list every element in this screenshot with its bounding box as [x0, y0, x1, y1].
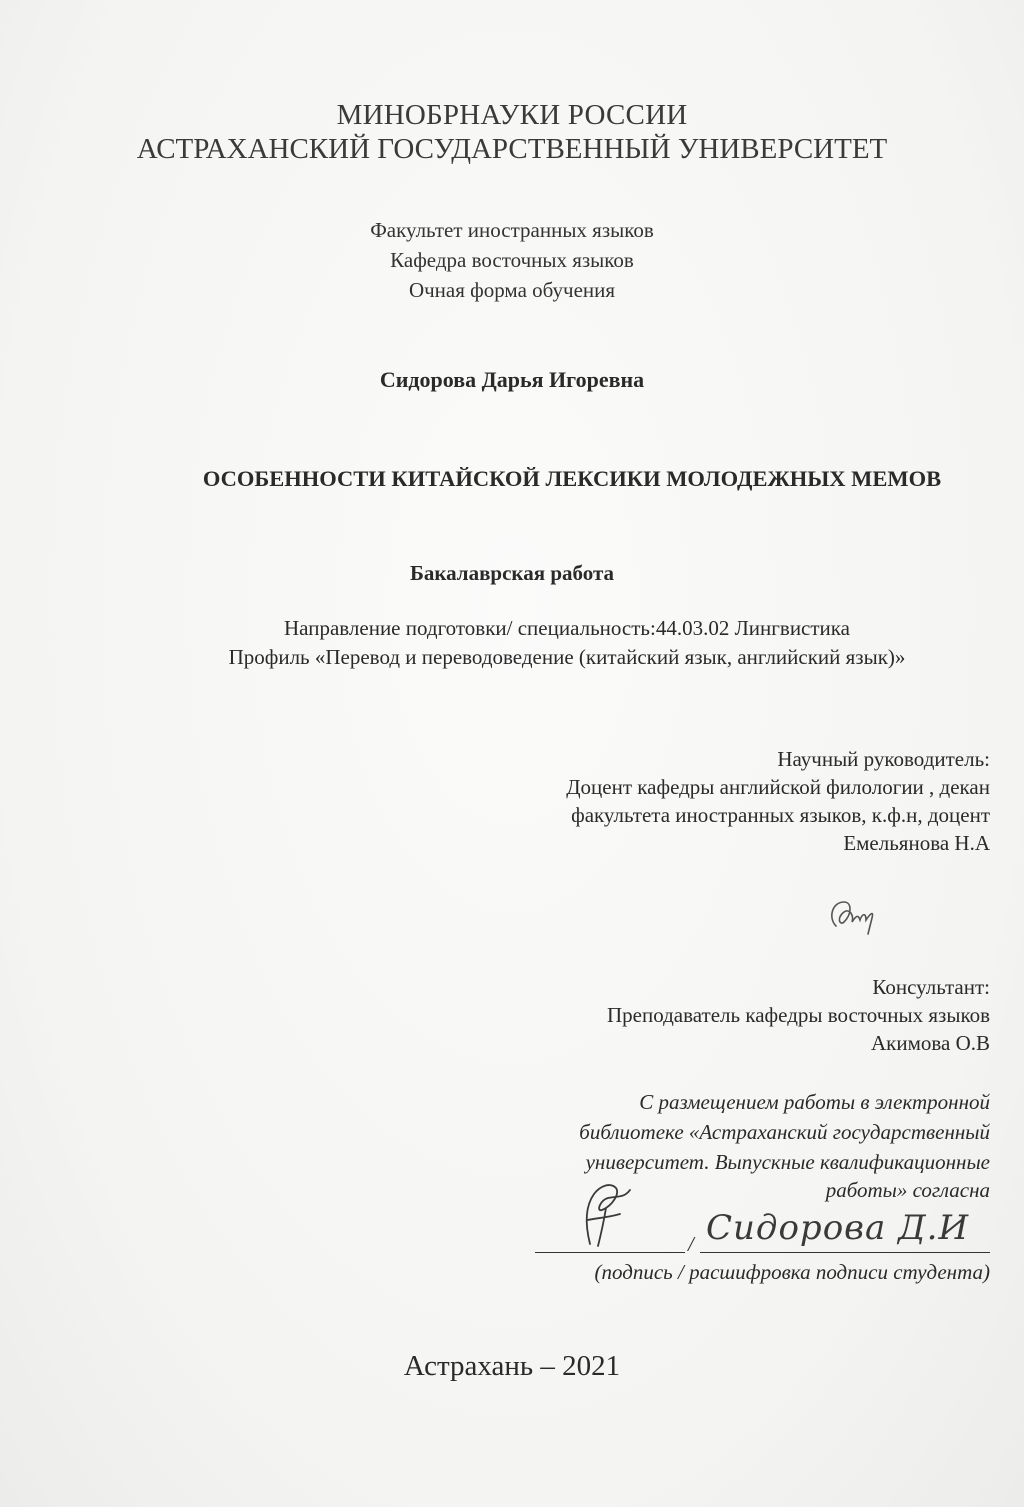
- consultant-name: Акимова О.В: [870, 1031, 990, 1055]
- university-heading: АСТРАХАНСКИЙ ГОСУДАРСТВЕННЫЙ УНИВЕРСИТЕТ: [136, 133, 888, 165]
- signature-caption: (подпись / расшифровка подписи студента): [594, 1260, 990, 1284]
- direction-line: Направление подготовки/ специальность:44.03.02 Лингвистика: [284, 616, 850, 640]
- author-name: Сидорова Дарья Игоревна: [379, 367, 645, 392]
- supervisor-position-line2: факультета иностранных языков, к.ф.н, доцент: [571, 803, 990, 827]
- handwritten-student-name: Сидорова Д.И: [706, 1208, 970, 1248]
- profile-line: Профиль «Перевод и переводоведение (китайский язык, английский язык)»: [228, 645, 906, 669]
- consultant-position: Преподаватель кафедры восточных языков: [607, 1003, 990, 1027]
- consent-line2: библиотеке «Астраханский государственный: [579, 1120, 990, 1144]
- city-year: Астрахань – 2021: [403, 1350, 621, 1382]
- name-line: [700, 1252, 990, 1253]
- student-signature: [560, 1168, 660, 1258]
- consent-line4: работы» согласна: [825, 1178, 990, 1202]
- work-type: Бакалаврская работа: [409, 561, 615, 585]
- study-form: Очная форма обучения: [408, 278, 616, 302]
- department-name: Кафедра восточных языков: [390, 248, 634, 272]
- faculty-name: Факультет иностранных языков: [370, 218, 654, 242]
- signature-line: [535, 1252, 685, 1253]
- signature-slash: /: [688, 1232, 694, 1256]
- supervisor-position-line1: Доцент кафедры английской филологии , декан: [566, 775, 990, 799]
- consultant-label: Консультант:: [872, 975, 990, 999]
- supervisor-name: Емельянова Н.А: [843, 831, 990, 855]
- consent-line3: университет. Выпускные квалификационные: [585, 1150, 990, 1174]
- thesis-title: ОСОБЕННОСТИ КИТАЙСКОЙ ЛЕКСИКИ МОЛОДЕЖНЫХ МЕМОВ: [202, 466, 942, 491]
- supervisor-label: Научный руководитель:: [777, 747, 990, 771]
- supervisor-signature: [822, 888, 902, 948]
- consent-line1: С размещением работы в электронной: [639, 1090, 990, 1114]
- ministry-heading: МИНОБРНАУКИ РОССИИ: [336, 99, 688, 131]
